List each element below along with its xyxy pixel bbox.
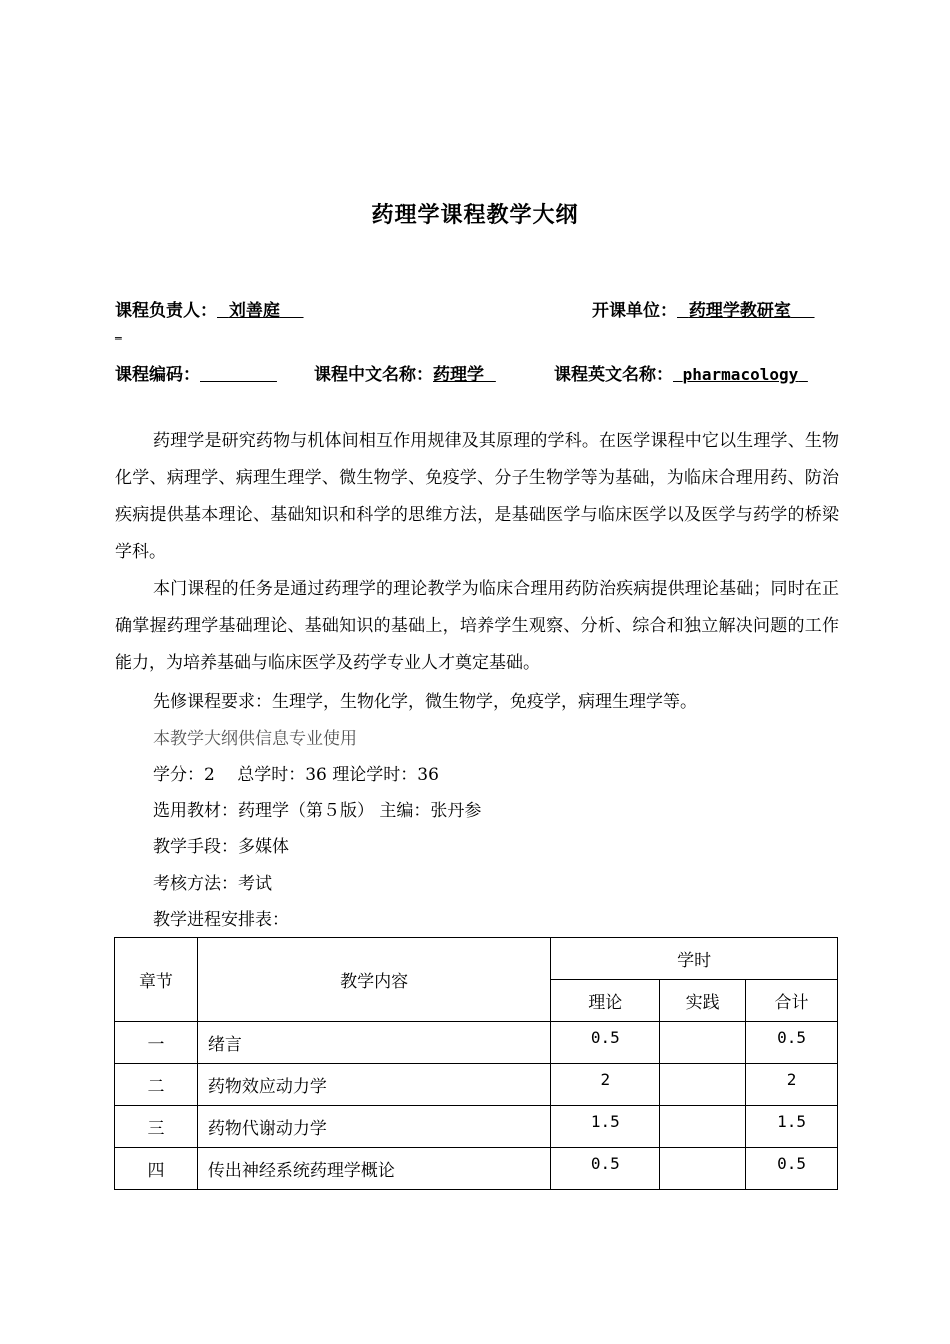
course-code-label: 课程编码： [115,365,200,385]
usage-line: 本教学大纲供信息专业使用 [153,729,357,749]
row-content: 药物代谢动力学 [197,1106,550,1148]
course-leader-value: 刘善庭 [228,301,280,321]
course-leader-label: 课程负责人： [115,301,217,321]
table-row [115,1106,838,1148]
teaching-method-line: 教学手段：多媒体 [153,837,289,857]
row-total: 2 [746,1064,838,1106]
course-unit-label: 开课单位： [592,301,677,321]
row-total: 1.5 [746,1106,838,1148]
course-unit-value: 药理学教研室 [688,301,791,321]
row-content: 绪言 [197,1022,550,1064]
textbook-line: 选用教材：药理学（第５版） 主编：张丹参 [153,801,482,821]
intro-paragraph-2: 本门课程的任务是通过药理学的理论教学为临床合理用药防治疾病提供理论基础；同时在正确掌握药理学基础理论、基础知识的基础上，培养学生观察、分析、综合和独立解决问题的工作能力，为培养基础与临床医学及药学专业人才奠定基础。 [115,579,839,673]
course-cn-name-line [314,360,496,385]
row-chapter: 四 [115,1148,198,1190]
course-unit-line [592,296,815,321]
header-theory: 理论 [551,980,660,1022]
schedule-table [114,937,838,1190]
header-total: 合计 [746,980,838,1022]
row-chapter: 一 [115,1022,198,1064]
row-practice [660,1022,746,1064]
course-leader-line [115,296,304,321]
row-theory: 0.5 [551,1022,660,1064]
course-code-value [200,365,277,385]
intro-paragraph-1: 药理学是研究药物与机体间相互作用规律及其原理的学科。在医学课程中它以生理学、生物化学、病理学、病理生理学、微生物学、免疫学、分子生物学等为基础，为临床合理用药、防治疾病提供基本理论、基础知识和科学的思维方法，是基础医学与临床医学以及医学与药学的桥梁学科。 [115,431,839,562]
header-chapter: 章节 [115,938,198,1022]
course-en-name-value: pharmacology [682,365,799,384]
table-row [115,1148,838,1190]
row-practice [660,1148,746,1190]
row-content: 药物效应动力学 [197,1064,550,1106]
row-practice [660,1064,746,1106]
table-header-row [115,938,838,980]
row-total: 0.5 [746,1148,838,1190]
course-code-line [115,360,277,385]
prerequisite-line: 先修课程要求：生理学，生物化学，微生物学，免疫学，病理生理学等。 [153,692,697,712]
header-content: 教学内容 [197,938,550,1022]
header-practice: 实践 [660,980,746,1022]
exam-method-line: 考核方法：考试 [153,874,272,894]
table-row [115,1064,838,1106]
row-theory: 1.5 [551,1106,660,1148]
credits-line: 学分：2 总学时：36 理论学时：36 [153,765,439,785]
course-cn-name-label: 课程中文名称： [314,365,433,385]
course-en-name-label: 课程英文名称： [554,365,673,385]
document-title: 药理学课程教学大纲 [371,203,579,228]
header-hours: 学时 [551,938,838,980]
intro-body [115,423,839,682]
course-en-name-line [554,360,808,385]
table-row [115,1022,838,1064]
row-chapter: 二 [115,1064,198,1106]
schedule-heading: 教学进程安排表： [153,910,289,930]
row-content: 传出神经系统药理学概论 [197,1148,550,1190]
row-chapter: 三 [115,1106,198,1148]
row-theory: 2 [551,1064,660,1106]
row-total: 0.5 [746,1022,838,1064]
row-practice [660,1106,746,1148]
course-cn-name-value: 药理学 [433,365,484,385]
row-theory: 0.5 [551,1148,660,1190]
stray-mark: ═ [115,332,122,345]
